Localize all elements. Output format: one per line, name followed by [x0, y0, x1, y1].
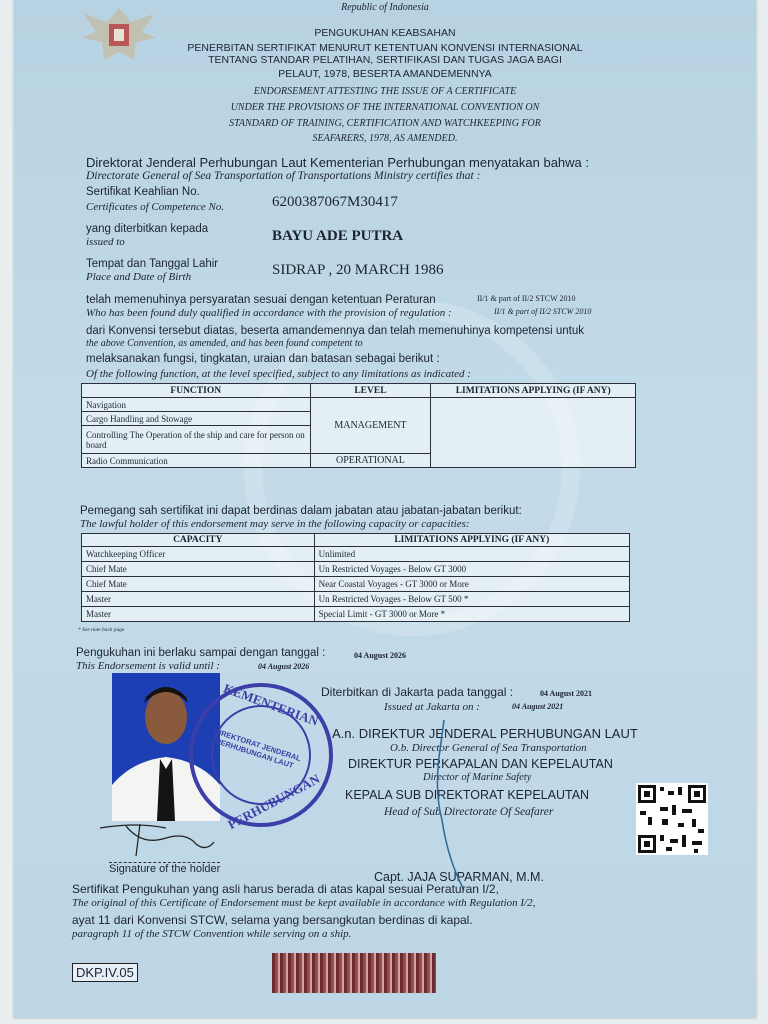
reg-line2-id: dari Konvensi tersebut diatas, beserta amandemennya dan telah memenuhinya kompetensi untuk: [86, 325, 584, 337]
holder-signature: [96, 816, 236, 862]
issuance-date-id: 04 August 2021: [540, 689, 593, 698]
capacity-limit: Special Limit - GT 3000 or More *: [314, 607, 629, 622]
capacity-limit: Un Restricted Voyages - Below GT 500 *: [314, 592, 629, 607]
validity-en: This Endorsement is valid until :: [76, 660, 220, 672]
stamp-ring-bottom: PERHUBUNGAN: [225, 771, 323, 833]
cert-number: 6200387067M30417: [272, 194, 398, 210]
reg-line2-en: the above Convention, as amended, and has been found competent to: [86, 338, 363, 349]
issued-label-en: issued to: [86, 236, 125, 248]
function-row: Controlling The Operation of the ship and care for person on board: [82, 426, 311, 454]
capacity-limit: Unlimited: [314, 547, 629, 562]
header-en-2: UNDER THE PROVISIONS OF THE INTERNATIONAL CONVENTION ON: [230, 102, 540, 113]
security-hologram: [272, 953, 436, 993]
cert-label-en: Certificates of Competence No.: [86, 201, 225, 213]
stamp-seal-icon: [189, 680, 333, 833]
issuance-director-en: Director of Marine Safety: [423, 772, 532, 783]
form-code: DKP.IV.05: [72, 963, 138, 982]
reg-line1-en: Who has been found duly qualified in accordance with the provision of regulation :: [86, 307, 452, 319]
reg-value-2: II/1 & part of II/2 STCW 2010: [494, 307, 592, 316]
capacity-row: Master: [82, 607, 315, 622]
capacity-row: Master: [82, 592, 315, 607]
limitations-header: LIMITATIONS APPLYING (IF ANY): [431, 384, 636, 398]
header-line-3: TENTANG STANDAR PELATIHAN, SERTIFIKASI DAN TUGAS JAGA BAGI: [208, 54, 562, 66]
reg-line3-id: melaksanakan fungsi, tingkatan, uraian dan batasan sebagai berikut :: [86, 353, 440, 365]
header-en-3: STANDARD OF TRAINING, CERTIFICATION AND WATCHKEEPING FOR: [229, 118, 541, 129]
function-table: [81, 383, 636, 468]
issuance-en: Issued at Jakarta on :: [384, 701, 480, 713]
capacity-header: CAPACITY: [82, 534, 315, 547]
holder-name: BAYU ADE PUTRA: [272, 228, 404, 244]
function-row: Navigation: [82, 398, 311, 412]
issuance-id: Diterbitkan di Jakarta pada tanggal :: [321, 685, 514, 699]
footer-line2-id: ayat 11 dari Konvensi STCW, selama yang bersangkutan berdinas di kapal.: [72, 913, 473, 927]
issuance-head-en: Head of Sub Directorate Of Seafarer: [384, 806, 554, 818]
republic-text: Republic of Indonesia: [341, 2, 429, 13]
capacity-row: Watchkeeping Officer: [82, 547, 315, 562]
footer-line1-en: The original of this Certificate of Endorsement must be kept available in accordance with Regulation I/2,: [72, 897, 536, 909]
intro-id: Direktorat Jenderal Perhubungan Laut Kementerian Perhubungan menyatakan bahwa :: [86, 155, 590, 170]
header-line-4: PELAUT, 1978, BESERTA AMANDEMENNYA: [278, 68, 492, 80]
issuance-ob: O.b. Director General of Sea Transportation: [390, 742, 587, 754]
intro-en: Directorate General of Sea Transportation of Transportations Ministry certifies that :: [86, 170, 481, 182]
capacity-intro-en: The lawful holder of this endorsement may serve in the following capacity or capacities:: [80, 518, 470, 530]
function-header: FUNCTION: [82, 384, 311, 398]
issuance-director: DIREKTUR PERKAPALAN DAN KEPELAUTAN: [348, 757, 613, 771]
cert-label-id: Sertifikat Keahlian No.: [86, 186, 200, 198]
issuance-an: A.n. DIREKTUR JENDERAL PERHUBUNGAN LAUT: [332, 726, 638, 741]
birth-label-en: Place and Date of Birth: [86, 271, 192, 283]
header-en-4: SEAFARERS, 1978, AS AMENDED.: [312, 133, 458, 144]
stamp-ring-top: KEMENTERIAN: [221, 680, 321, 729]
footer-line2-en: paragraph 11 of the STCW Convention while serving on a ship.: [72, 928, 352, 940]
birth-label-id: Tempat dan Tanggal Lahir: [86, 258, 219, 270]
header-line-2: PENERBITAN SERTIFIKAT MENURUT KETENTUAN KONVENSI INTERNASIONAL: [187, 42, 583, 54]
capacity-row: Chief Mate: [82, 577, 315, 592]
validity-date-id: 04 August 2026: [354, 651, 407, 660]
capacity-intro-id: Pemegang sah sertifikat ini dapat berdinas dalam jabatan atau jabatan-jabatan berikut:: [80, 505, 522, 517]
validity-id: Pengukuhan ini berlaku sampai dengan tanggal :: [76, 647, 326, 659]
footer-line1-id: Sertifikat Pengukuhan yang asli harus berada di atas kapal sesuai Peraturan I/2,: [72, 882, 499, 896]
official-signature: [414, 710, 474, 900]
holder-signature-label: Signature of the holder: [109, 863, 221, 875]
capacity-row: Chief Mate: [82, 562, 315, 577]
function-row: Cargo Handling and Stowage: [82, 412, 311, 426]
issued-label-id: yang diterbitkan kepada: [86, 223, 209, 235]
level-operational: OPERATIONAL: [310, 454, 431, 468]
limitations-cell: [431, 398, 636, 468]
birth-value: SIDRAP , 20 MARCH 1986: [272, 262, 444, 278]
issuance-head: KEPALA SUB DIREKTORAT KEPELAUTAN: [345, 788, 590, 802]
capacity-limit: Un Restricted Voyages - Below GT 3000: [314, 562, 629, 577]
reg-line3-en: Of the following function, at the level specified, subject to any limitations as indicated :: [86, 368, 471, 380]
function-row: Radio Communication: [82, 454, 311, 468]
reg-line1-id: telah memenuhinya persyaratan sesuai dengan ketentuan Peraturan: [86, 294, 436, 306]
see-note: * See note back page: [78, 627, 125, 633]
capacity-limit-header: LIMITATIONS APPLYING (IF ANY): [314, 534, 629, 547]
level-header: LEVEL: [310, 384, 431, 398]
level-management: MANAGEMENT: [310, 398, 431, 454]
reg-value-1: II/1 & part of II/2 STCW 2010: [477, 294, 576, 303]
capacity-limit: Near Coastal Voyages - GT 3000 or More: [314, 577, 629, 592]
capacity-table: [81, 533, 630, 622]
qr-code-icon: [636, 783, 708, 855]
header-line-1: PENGUKUHAN KEABSAHAN: [314, 27, 456, 39]
issuance-date-en: 04 August 2021: [512, 702, 564, 711]
header-en-1: ENDORSEMENT ATTESTING THE ISSUE OF A CERTIFICATE: [253, 86, 517, 97]
signer-name: Capt. JAJA SUPARMAN, M.M.: [374, 870, 544, 884]
certificate-page: [14, 0, 756, 1018]
validity-date-en: 04 August 2026: [258, 662, 310, 671]
stamp-center: DIREKTORAT JENDERAL PERHUBUNGAN LAUT: [212, 726, 303, 771]
